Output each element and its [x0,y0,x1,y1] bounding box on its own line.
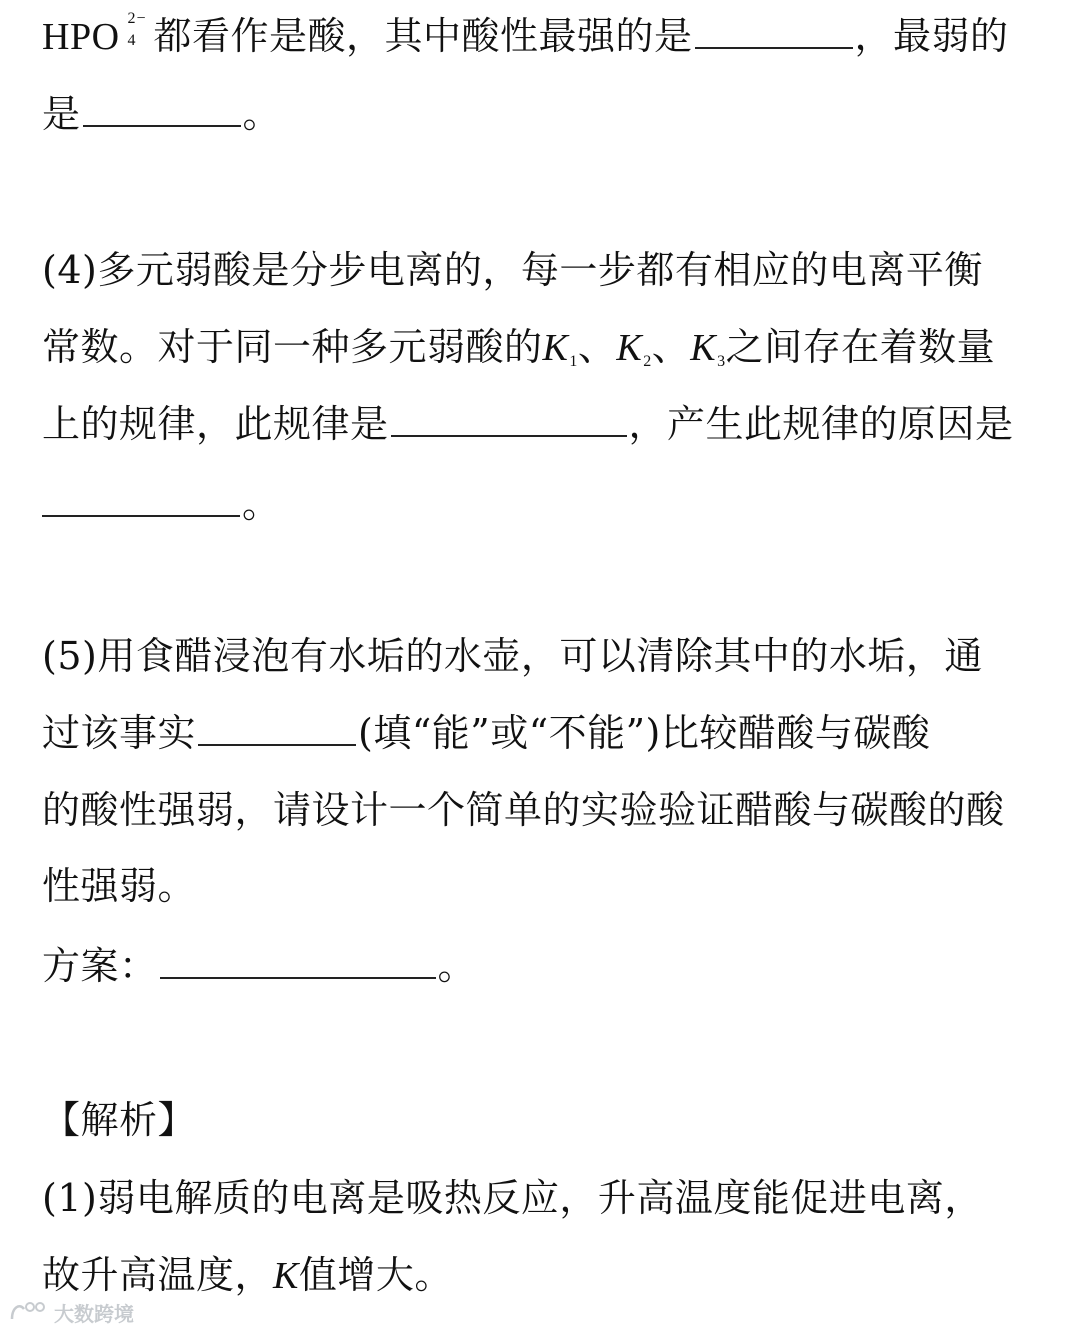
line-weakest [42,90,281,138]
q5-text-4: 性强弱。 [42,864,197,908]
answer-blank-reason[interactable] [42,485,240,517]
q4-text-2a: 常数。对于同一种多元弱酸的 [42,325,543,369]
answer-blank-rule[interactable] [391,405,627,437]
line2-text-b: 。 [242,92,282,136]
ion-charge [120,10,154,53]
analysis-heading-text: 【解析】 [42,1098,197,1142]
q5-text-2a: 过该事实 [42,711,197,755]
ion-formula [42,10,154,61]
analysis-1-text-1: (1)弱电解质的电离是吸热反应，升高温度能促进电离， [42,1176,983,1220]
q5-line-3 [42,786,1005,834]
q5-line-4 [42,862,196,910]
k1-symbol [543,327,578,369]
k3-symbol [690,327,725,369]
q4-line-1 [42,246,983,294]
q4-line-3 [42,400,1014,448]
k-symbol: K [273,1255,299,1297]
k1-subscript: 1 [569,353,578,370]
q4-line-4 [42,480,281,528]
q5-text-3: 的酸性强弱，请设计一个简单的实验验证醋酸与碳酸的酸 [42,788,1005,832]
q4-line-2 [42,323,995,386]
k3-letter: K [690,327,717,369]
q4-text-1: (4)多元弱酸是分步电离的，每一步都有相应的电离平衡 [42,248,983,292]
q4-text-2b: 之间存在着数量 [725,325,996,369]
q5-text-2b: (填“能”或“不能”)比较醋酸与碳酸 [358,711,931,755]
analysis-1-text-2a: 故升高温度， [42,1253,274,1297]
ion-subscript: 4 [127,32,137,49]
q5-text-5b: 。 [437,944,477,988]
q5-line-2 [42,709,930,757]
answer-blank-weakest[interactable] [83,95,241,127]
q5-text-1: (5)用食醋浸泡有水垢的水壶，可以清除其中的水垢，通 [42,634,983,678]
q5-line-5 [42,942,476,990]
q4-text-3b: ，产生此规律的原因是 [628,402,1014,446]
answer-blank-strongest[interactable] [695,17,853,49]
answer-blank-can-compare[interactable] [198,714,356,746]
q4-sep-2: 、 [651,325,691,369]
logo-icon [8,1299,48,1327]
k2-letter: K [616,327,643,369]
line-hpo4 [42,12,1009,61]
q5-text-5a: 方案： [42,944,158,988]
q4-text-4: 。 [242,482,281,526]
line1-text-b: ，最弱的 [854,14,1009,58]
analysis-1-text-2b: 值增大。 [298,1253,453,1297]
k3-subscript: 3 [717,353,726,370]
ion-superscript: 2− [127,10,147,27]
line1-text-a: 都看作是酸，其中酸性最强的是 [153,14,693,58]
watermark-text: 大数跨境 [54,1302,134,1326]
k2-symbol [616,327,651,369]
ion-base: HPO [42,16,120,58]
watermark [8,1298,134,1327]
answer-blank-plan[interactable] [160,947,436,979]
k1-letter: K [542,327,569,369]
k2-subscript: 2 [643,353,652,370]
analysis-1-line-2 [42,1251,453,1300]
analysis-1-line-1 [42,1174,983,1222]
q5-line-1 [42,632,983,680]
q4-sep-1: 、 [577,325,617,369]
line2-text-a: 是 [42,92,81,136]
analysis-heading [42,1096,196,1144]
q4-text-3a: 上的规律，此规律是 [42,402,389,446]
